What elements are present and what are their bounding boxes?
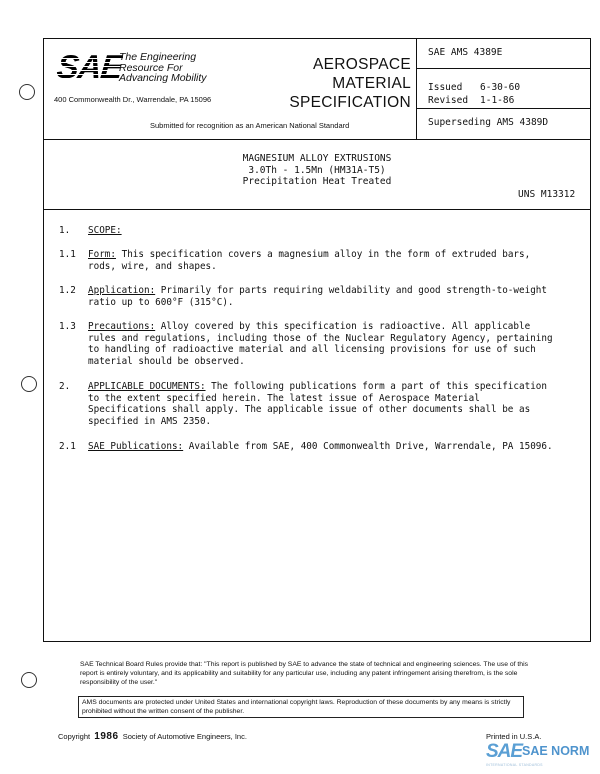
sae-logo-mark: SAE xyxy=(55,48,124,85)
binder-hole-top xyxy=(19,84,35,100)
sae-tagline: The Engineering Resource For Advancing Mobility xyxy=(119,51,207,84)
section-heading: APPLICABLE DOCUMENTS: xyxy=(88,381,206,392)
document-number: SAE AMS 4389E xyxy=(428,47,503,58)
watermark-subtext: INTERNATIONAL STANDARDS xyxy=(486,763,543,767)
watermark-text: SAE NORM xyxy=(522,744,590,758)
copyright-protection-notice: AMS documents are protected under United States and international copyright laws. Reproduction of these documents by any means is strictly prohibited without the written consent of the publisher. xyxy=(78,696,524,718)
specification-frame: SAE The Engineering Resource For Advancing Mobility 400 Commonwealth Dr., Warrendale, PA 15096 AEROSPACE MATERIAL SPECIFICATION Submitted for recognition as an American National Standard SAE AMS 4389E Issued 6-30-60 Revised 1-1-86 Superseding AMS 4389D MAGNESIUM ALLOY EXTRUSIONS 3.0Th - 1.5Mn (HM31A-T5) Precipitation Heat Treated UNS M13312 1. SCOPE: 1.1 Form: This specification covers a magnesium alloy in the form of extruded bars, rods, wire, and shapes. 1.2 Application: Primarily for parts requiring weldability and good strength-to-weight ratio up to 600°F (315°C). 1.3 Precautions: Alloy covered by this specification is radioactive. All applicable rules and regulations, including those of the Nuclear Regulatory Agency, pertaining to handling of radioactive material and all licensing provisions for use of such material should be observed. 2. APPLICABLE DOCUMENTS: The following publications form a part of this specification to the extent specified herein. The latest issue of Aerospace Material Specifications shall apply. The applicable issue of other documents shall be as specified in AMS 2350. 2.1 SAE Publications: Available from SAE, 400 Commonwealth Drive, Warrendale, PA 15096. xyxy=(43,38,591,642)
revised-label: Revised xyxy=(428,95,469,106)
document-type: AEROSPACE MATERIAL SPECIFICATION xyxy=(289,56,411,111)
title-bottom-rule xyxy=(44,209,590,210)
section-heading: SAE Publications: xyxy=(88,441,184,452)
technical-board-rules-note: SAE Technical Board Rules provide that: "This report is published by SAE to advance the state of technical and engineering sciences. The use of this report is entirely voluntary, and its applicability and suitability for any particular use, including any patent infringement arising therefrom, is the sole responsibility of the user." xyxy=(80,661,528,686)
section-text: This specification covers a magnesium alloy in the form of extruded bars, rods, wire, and shapes. xyxy=(88,249,531,272)
section-heading: Application: xyxy=(88,285,156,296)
section-heading: Form: xyxy=(88,249,116,260)
section-text: Primarily for parts requiring weldability and good strength-to-weight ratio up to 600°F (315°C). xyxy=(88,285,547,308)
header-bottom-rule xyxy=(44,139,590,140)
section-text: Alloy covered by this specification is radioactive. All applicable rules and regulations, including those of the Nuclear Regulatory Agency, pertaining to handling of radioactive material and all licensing provisions for use of such material should be observed. xyxy=(88,321,553,367)
copyright-year: 1986 xyxy=(94,731,119,742)
header-divider-vertical xyxy=(416,39,417,139)
sae-norm-watermark xyxy=(486,741,598,771)
section-text: Available from SAE, 400 Commonwealth Drive, Warrendale, PA 15096. xyxy=(188,441,553,452)
sae-address: 400 Commonwealth Dr., Warrendale, PA 15096 xyxy=(54,95,212,104)
section-heading: SCOPE: xyxy=(88,225,122,236)
watermark-logo-mark: SAE xyxy=(486,741,523,762)
header-divider-right-1 xyxy=(416,68,590,69)
binder-hole-middle xyxy=(21,376,37,392)
header-divider-right-2 xyxy=(416,108,590,109)
sae-logo xyxy=(55,48,207,85)
copyright-line: Copyright 1986 Society of Automotive Engineers, Inc. xyxy=(58,731,247,742)
material-title: MAGNESIUM ALLOY EXTRUSIONS 3.0Th - 1.5Mn (HM31A-T5) Precipitation Heat Treated xyxy=(242,153,392,187)
issued-label: Issued xyxy=(428,82,463,93)
binder-hole-bottom xyxy=(21,672,37,688)
revised-date: 1-1-86 xyxy=(480,95,515,106)
superseding-note: Superseding AMS 4389D xyxy=(428,117,549,128)
uns-number: UNS M13312 xyxy=(518,189,576,200)
ansi-submission-note: Submitted for recognition as an American National Standard xyxy=(150,121,350,130)
section-text: The following publications form a part of this specification to the extent specified herein. The latest issue of Aerospace Material Specifications shall apply. The applicable issue of other documents shall be as specified in AMS 2350. xyxy=(88,381,547,427)
issue-dates xyxy=(428,81,520,107)
printed-in-usa: Printed in U.S.A. xyxy=(486,732,542,741)
section-heading: Precautions: xyxy=(88,321,156,332)
issued-date: 6-30-60 xyxy=(480,82,521,93)
